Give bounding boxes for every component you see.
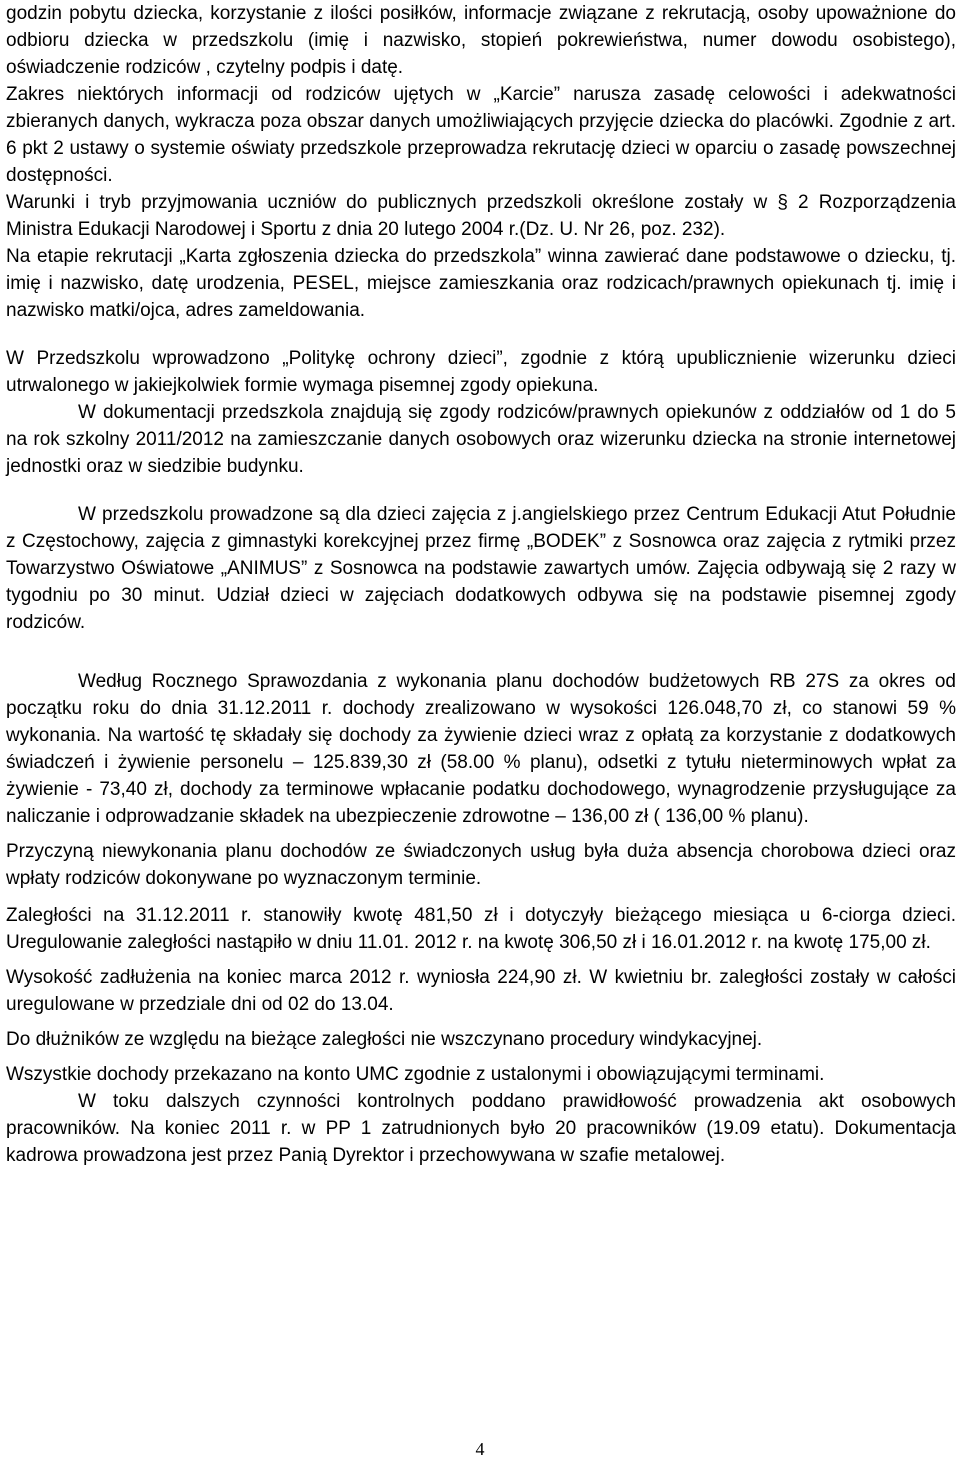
paragraph-admission-rules: Warunki i tryb przyjmowania uczniów do publicznych przedszkoli określone zostały w § 2 Rozporządzenia Ministra Edukacji Narodowej i Sportu z dnia 20 lutego 2004 r.(Dz. U. Nr 26, poz. 232). (6, 192, 956, 240)
paragraph-extra-classes: W przedszkolu prowadzone są dla dzieci zajęcia z j.angielskiego przez Centrum Edukacji Atut Południe z Częstochowy, zajęcia z gimnastyki korekcyjnej przez firmę „BODEK” z Sosnowca oraz zajęcia z rytmiki przez Towarzystwo Oświatowe „ANIMUS” z Sosnowca na podstawie zawartych umów. Zajęcia odbywają się 2 razy w tygodniu po 30 minut. Udział dzieci w zajęciach dodatkowych odbywa się na podstawie pisemnej zgody rodziców. (6, 504, 956, 633)
paragraph-arrears: Zaległości na 31.12.2011 r. stanowiły kwotę 481,50 zł i dotyczyły bieżącego miesiąca u 6-ciorga dzieci. Uregulowanie zaległości nastąpiło w dniu 11.01. 2012 r. na kwotę 306,50 zł i 16.01.2012 r. na kwotę 175,00 zł. (6, 905, 956, 953)
paragraph-recruitment-card: Na etapie rekrutacji „Karta zgłoszenia dziecka do przedszkola” winna zawierać dane podstawowe o dziecku, tj. imię i nazwisko, datę urodzenia, PESEL, miejsce zamieszkania oraz rodzicach/prawnych opiekunach tj. imię i nazwisko matki/ojca, adres zameldowania. (6, 246, 956, 321)
paragraph-income-report: Według Rocznego Sprawozdania z wykonania planu dochodów budżetowych RB 27S za okres od początku roku do dnia 31.12.2011 r. dochody zrealizowano w wysokości 126.048,70 zł, co stanowi 59 % wykonania. Na wartość tę składały się dochody za żywienie dzieci wraz z opłatą za korzystanie z dodatkowych świadczeń i żywienie personelu – 125.839,30 zł (58.00 % planu), odsetki z tytułu nieterminowych wpłat za żywienie - 73,40 zł, dochody za terminowe wpłacanie podatku dochodowego, wynagrodzenie przysługujące za naliczanie i odprowadzanie składek na ubezpieczenie zdrowotne – 136,00 zł ( 136,00 % planu). (6, 671, 956, 827)
page-number: 4 (475, 1439, 485, 1459)
paragraph-income-transfer: Wszystkie dochody przekazano na konto UMC zgodnie z ustalonymi i obowiązującymi terminami. (6, 1064, 825, 1085)
paragraph-personnel-files: W toku dalszych czynności kontrolnych poddano prawidłowość prowadzenia akt osobowych pracowników. Na koniec 2011 r. w PP 1 zatrudnionych było 20 pracowników (19.09 etatu). Dokumentacja kadrowa prowadzona jest przez Panią Dyrektor i przechowywana w szafie metalowej. (6, 1091, 956, 1166)
paragraph-child-protection-policy: W Przedszkolu wprowadzono „Politykę ochrony dzieci”, zgodnie z którą upublicznienie wizerunku dzieci utrwalonego w jakiejkolwiek formie wymaga pisemnej zgody opiekuna. (6, 348, 956, 396)
paragraph-plan-shortfall-cause: Przyczyną niewykonania planu dochodów ze świadczonych usług była duża absencja chorobowa dzieci oraz wpłaty rodziców dokonywane po wyznaczonym terminie. (6, 841, 956, 889)
paragraph-recruitment-data: godzin pobytu dziecka, korzystanie z ilości posiłków, informacje związane z rekrutacją, osoby upoważnione do odbioru dziecka w przedszkolu (imię i nazwisko, stopień pokrewieństwa, numer dowodu osobistego), oświadczenie rodziców , czytelny podpis i datę. (6, 3, 956, 78)
paragraph-card-scope: Zakres niektórych informacji od rodziców ujętych w „Karcie” narusza zasadę celowości i adekwatności zbieranych danych, wykracza poza obszar danych umożliwiających przyjęcie dziecka do placówki. Zgodnie z art. 6 pkt 2 ustawy o systemie oświaty przedszkole przeprowadza rekrutację dzieci w oparciu o zasadę powszechnej dostępności. (6, 84, 956, 186)
paragraph-debt-collection: Do dłużników ze względu na bieżące zaległości nie wszczynano procedury windykacyjnej. (6, 1029, 763, 1050)
document-page (6, 0, 956, 1169)
paragraph-parental-consents: W dokumentacji przedszkola znajdują się zgody rodziców/prawnych opiekunów z oddziałów od 1 do 5 na rok szkolny 2011/2012 na zamieszczanie danych osobowych oraz wizerunku dziecka na stronie internetowej jednostki oraz w siedzibie budynku. (6, 402, 956, 477)
paragraph-debt-march: Wysokość zadłużenia na koniec marca 2012 r. wyniosła 224,90 zł. W kwietniu br. zaległości zostały w całości uregulowane w przedziale dni od 02 do 13.04. (6, 967, 956, 1015)
